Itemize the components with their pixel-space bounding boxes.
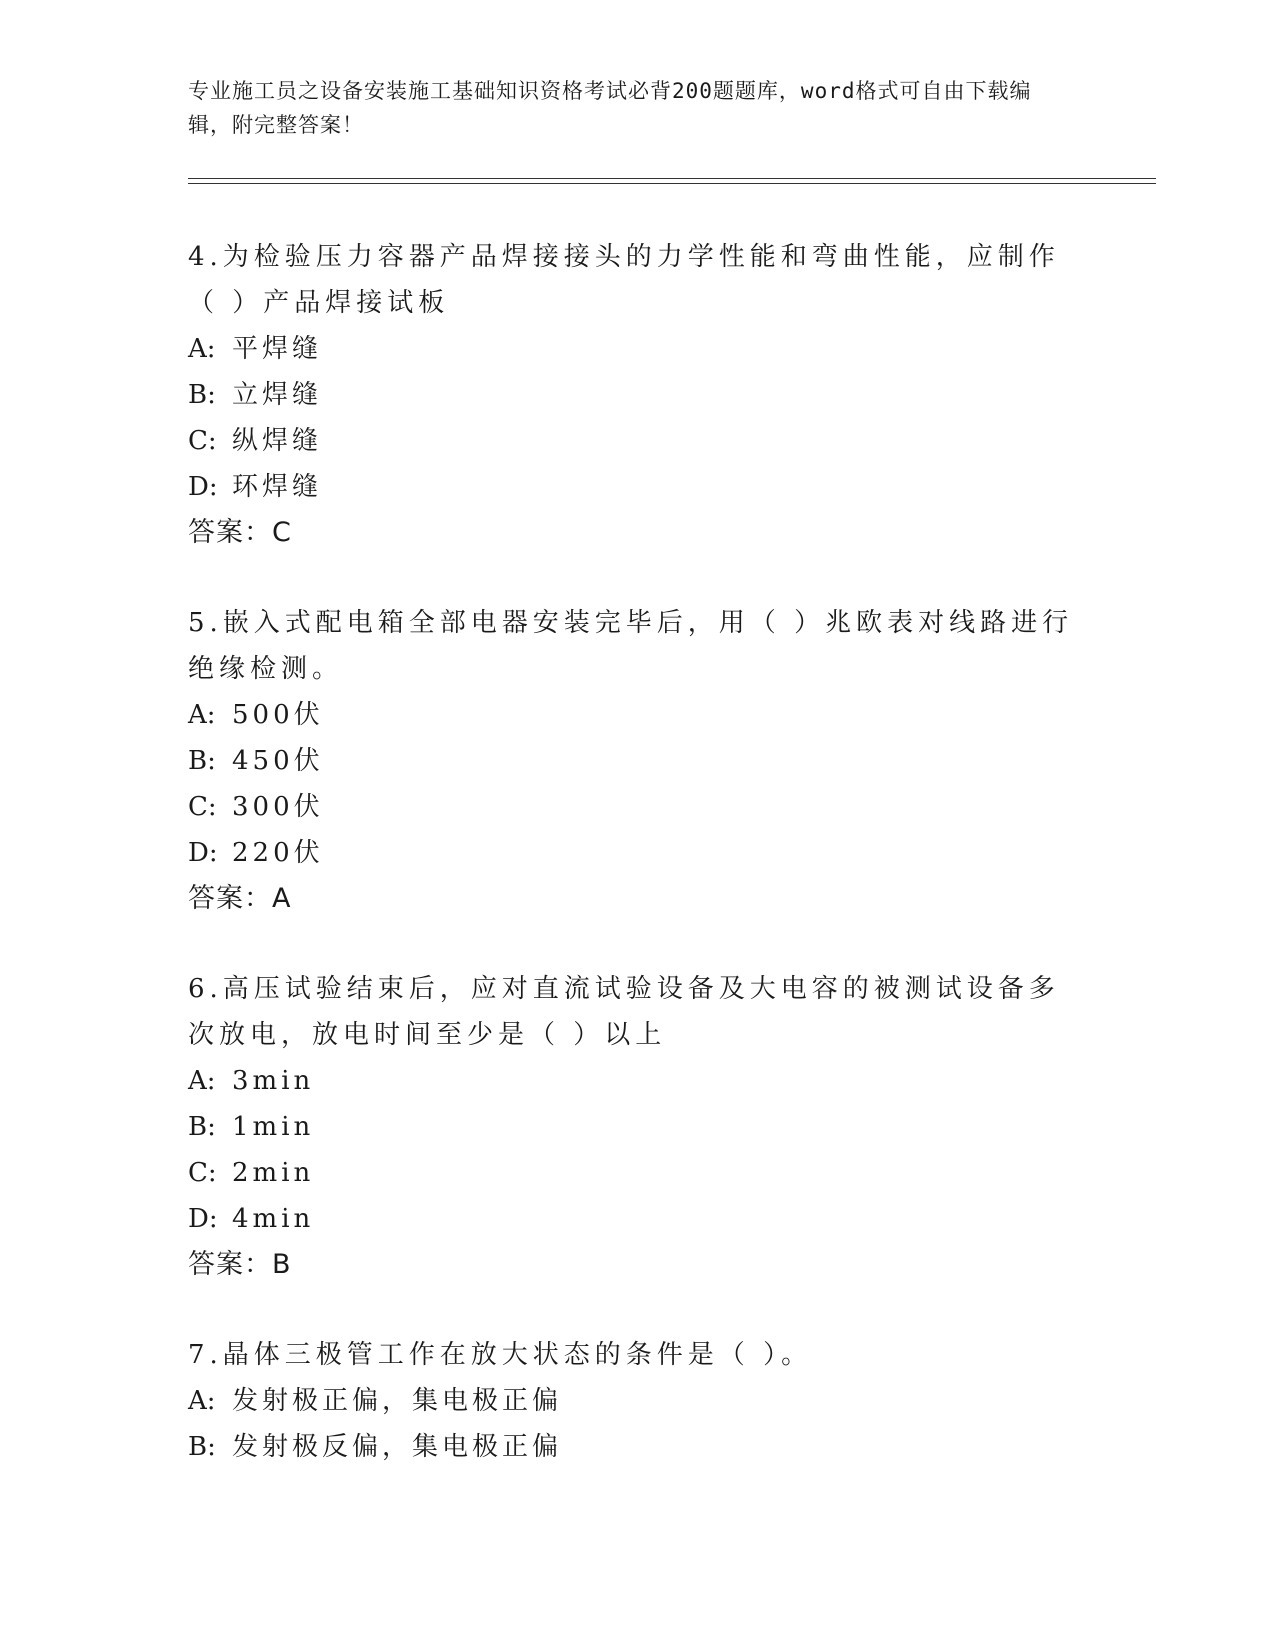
option-b [188,1104,1088,1150]
option-text: 4min [232,1204,315,1234]
header-divider-top [188,178,1156,179]
option-c [188,784,1088,830]
answer-line: 答案：A [188,883,292,914]
option-text: 纵焊缝 [232,426,323,456]
question-6 [188,966,1088,1288]
option-letter: A: [188,700,216,730]
option-d [188,830,1088,876]
header-divider-bottom [188,183,1156,184]
answer-line: 答案：C [188,517,292,548]
option-letter: B: [188,746,216,776]
option-text: 发射极正偏，集电极正偏 [232,1386,563,1416]
question-5 [188,600,1088,922]
option-b [188,738,1088,784]
option-text: 220伏 [232,838,324,868]
option-d [188,1196,1088,1242]
option-letter: A: [188,1386,216,1416]
question-text: 4.为检验压力容器产品焊接接头的力学性能和弯曲性能，应制作（ ）产品焊接试板 [188,242,1060,318]
option-letter: C: [188,426,217,456]
option-text: 发射极反偏，集电极正偏 [232,1432,563,1462]
option-letter: D: [188,472,218,502]
question-text: 6.高压试验结束后，应对直流试验设备及大电容的被测试设备多次放电，放电时间至少是（ ）以上 [188,974,1060,1050]
option-a [188,1378,1088,1424]
option-letter: C: [188,1158,217,1188]
answer-line: 答案：B [188,1249,292,1280]
option-d [188,464,1088,510]
question-text: 7.晶体三极管工作在放大状态的条件是（ ）。 [188,1340,813,1370]
option-text: 500伏 [232,700,324,730]
option-letter: A: [188,1066,216,1096]
option-b [188,372,1088,418]
option-text: 1min [232,1112,315,1142]
option-a [188,1058,1088,1104]
question-text: 5.嵌入式配电箱全部电器安装完毕后，用（ ）兆欧表对线路进行绝缘检测。 [188,608,1074,684]
option-c [188,418,1088,464]
option-a [188,326,1088,372]
option-letter: D: [188,838,218,868]
option-b [188,1424,1088,1470]
option-letter: C: [188,792,217,822]
option-text: 3min [232,1066,315,1096]
question-7 [188,1332,1088,1470]
option-text: 平焊缝 [232,334,323,364]
option-text: 2min [232,1158,315,1188]
option-letter: D: [188,1204,218,1234]
option-text: 300伏 [232,792,324,822]
option-letter: A: [188,334,216,364]
question-4 [188,234,1088,556]
document-intro: 专业施工员之设备安装施工基础知识资格考试必背200题题库，word格式可自由下载编辑，附完整答案！ [188,79,1032,137]
option-text: 立焊缝 [232,380,323,410]
option-letter: B: [188,380,216,410]
option-letter: B: [188,1112,216,1142]
option-text: 环焊缝 [232,472,323,502]
option-a [188,692,1088,738]
option-letter: B: [188,1432,216,1462]
option-c [188,1150,1088,1196]
option-text: 450伏 [232,746,324,776]
